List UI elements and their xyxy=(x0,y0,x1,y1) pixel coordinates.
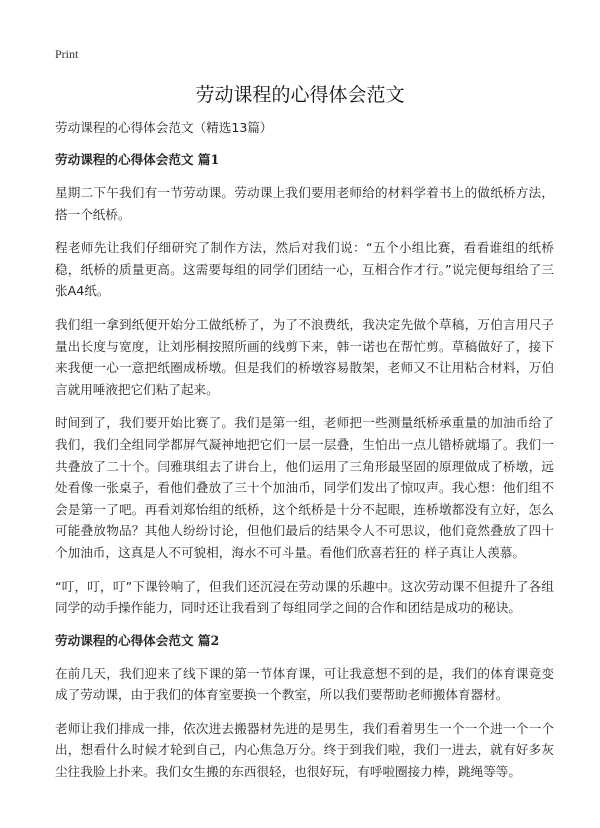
paragraph: 星期二下午我们有一节劳动课。劳动课上我们要用老师给的材料学着书上的做纸桥方法，搭一个纸桥。 xyxy=(55,185,554,222)
section-heading: 劳动课程的心得体会范文 篇2 xyxy=(55,632,220,648)
section-heading: 劳动课程的心得体会范文 篇1 xyxy=(55,152,220,167)
paragraph: 我们组一拿到纸便开始分工做纸桥了，为了不浪费纸，我决定先做个草稿，万伯言用尺子量出长度与宽度，让刘彤桐按照所画的线剪下来，韩一诺也在帮忙剪。草稿做好了，接下来我便一心一意把纸圈成桥墩。但是我们的桥墩容易散架，老师又不让用粘合材料，万伯言就用唾液把它们粘了起来。 xyxy=(55,316,554,397)
paragraph: 时间到了，我们要开始比赛了。我们是第一组，老师把一些测量纸桥承重量的加油币给了我们，我们全组同学都屏气凝神地把它们一层一层叠，生怕出一点儿错桥就塌了。我们一共叠放了二十个。闫雅琪组去了讲台上，他们运用了三角形最坚固的原理做成了桥墩，远处看像一张桌子，看他们叠放了三十个加油币，同学们发出了惊叹声。我心想：他们组不会是第一了吧。再看刘郑怡组的纸桥，这个纸桥是十分不起眼，连桥墩都没有立好，怎么可能叠放物品？其他人纷纷讨论，但他们最后的结果令人不可思议，他们竟然叠放了四十个加油币，这真是人不可貌相，海水不可斗量。看他们欣喜若狂的 样子真让人羡慕。 xyxy=(55,415,554,560)
document-subtitle: 劳动课程的心得体会范文（精选13篇） xyxy=(55,120,273,135)
paragraph: 老师让我们排成一排，依次进去搬器材先进的是男生，我们看着男生一个一个进一个一个出，想看什么时候才轮到自己，内心焦急万分。终于到我们啦，我们一进去，就有好多灰尘往我脸上扑来。我们女生搬的东西很轻，也很好玩，有呼啦圈接力棒，跳绳等等。 xyxy=(55,720,554,780)
document-body xyxy=(55,118,554,795)
paragraph: 程老师先让我们仔细研究了制作方法，然后对我们说：“五个小组比赛，看看谁组的纸桥稳，纸桥的质量更高。这需要每组的同学们团结一心，互相合作才行。”说完便每组给了三张A4纸。 xyxy=(55,240,554,299)
paragraph: 在前几天，我们迎来了线下课的第一节体育课，可让我意想不到的是，我们的体育课竟变成了劳动课，由于我们的体育室要换一个教室，所以我们要帮助老师搬体育器材。 xyxy=(55,665,554,703)
page-title: 劳动课程的心得体会范文 xyxy=(195,84,405,106)
section-2 xyxy=(55,631,554,783)
paragraph: “叮，叮，叮”下课铃响了，但我们还沉浸在劳动课的乐趣中。这次劳动课不但提升了各组同学的动手操作能力，同时还让我看到了每组同学之间的合作和团结是成功的秘诀。 xyxy=(55,578,554,616)
section-1 xyxy=(55,150,554,619)
print-link[interactable]: Print xyxy=(55,47,79,61)
